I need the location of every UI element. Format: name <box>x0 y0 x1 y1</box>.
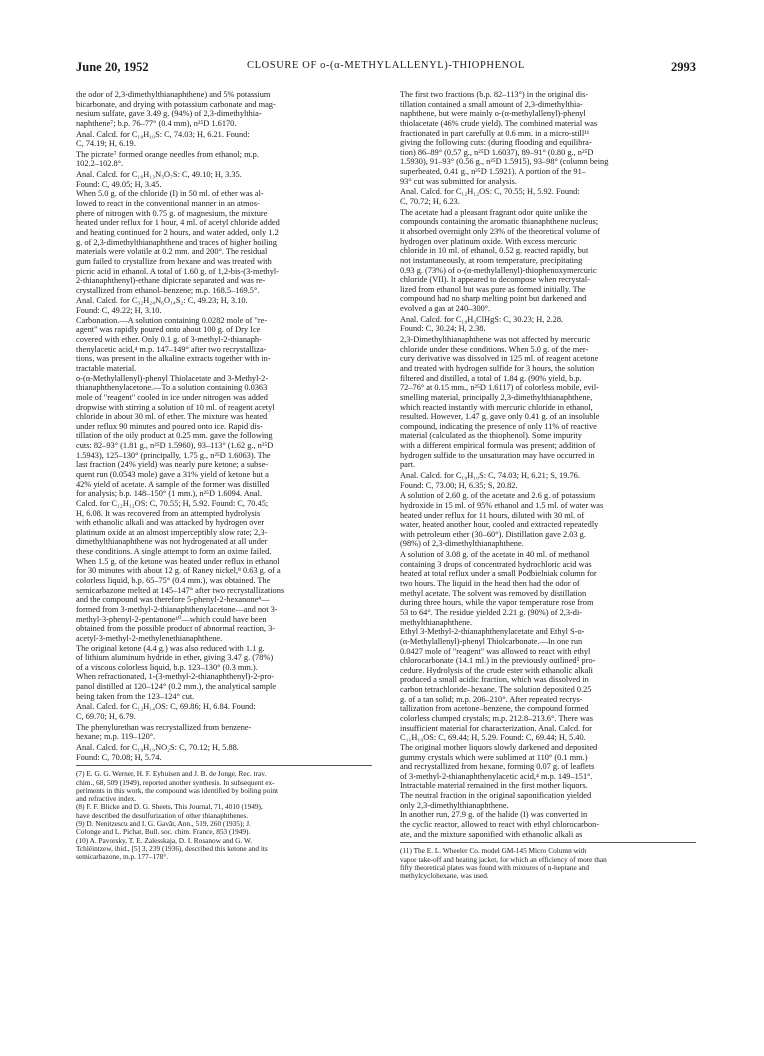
text-line: H, 6.08. It was recovered from an attempted hydrolysis <box>76 508 261 518</box>
text-line: 102.2–102.8°. <box>76 159 124 169</box>
text-line: periments in this work, the compound was identified by boiling point <box>76 786 279 795</box>
text-line: of 3-methyl-2-thianaphthenylacetic acid,⁴ m.p. 149–151°. <box>400 771 593 781</box>
carbonation-paragraph <box>76 316 372 374</box>
text-line: hydrogen sulfide to the unsaturation may have occurred in <box>400 450 595 460</box>
text-line: heated under reflux for 1 hour, 4 ml. of acetyl chloride added <box>76 218 280 228</box>
text-line: evolved a gas at 240–300°. <box>400 304 491 314</box>
text-line: Intractable material remained in the first mother liquors. <box>400 781 588 791</box>
text-line: and treated with hydrogen sulfide for 3 hours, the solution <box>400 363 595 373</box>
text-line: 42% yield of acetate. A sample of the former was distilled <box>76 479 270 489</box>
text-line: C, 70.72; H, 6.23. <box>400 197 460 207</box>
text-line: naphthene⁷; b.p. 76–77° (0.4 mm), n²⁵D 1.6170. <box>76 118 237 128</box>
text-line: The acetate had a pleasant fragrant odor quite unlike the <box>400 207 588 217</box>
text-line: chloride under these conditions. When 5.0 g. of the mer- <box>400 344 589 354</box>
text-line: covered with ether. Only 0.1 g. of 3-methyl-2-thianaph- <box>76 335 262 345</box>
text-line: colorless liquid, b.p. 65–75° (0.4 mm.), was obtained. The <box>76 576 271 586</box>
text-line: The original mother liquors slowly darkened and deposited <box>400 742 598 752</box>
text-line: (11) The E. L. Wheeler Co. model GM-145 Micro Column with <box>400 847 587 856</box>
text-line: Anal. Calcd. for C₁₀H₁₀S: C, 74.03; H, 6.21. Found: <box>76 129 250 139</box>
text-line: semicarbazone melted at 145–147° after two recrystallizations <box>76 585 285 595</box>
text-line: 2,3-Dimethylthianaphthene was not affected by mercuric <box>400 335 591 345</box>
text-line: Anal. Calcd. for C₁₀H₁₀S: C, 74.03; H, 6.21; S, 19.76. <box>400 470 580 480</box>
analysis-paragraph <box>400 471 696 490</box>
paragraph <box>76 150 372 169</box>
text-line: agent" was rapidly poured onto about 100 g. of Dry Ice <box>76 325 261 335</box>
text-line: cuts: 82–93° (1.81 g., n²⁵D 1.5960), 93–113° (1.62 g., n²⁵D <box>76 441 274 451</box>
text-line: material (calculated as the thiophenol). Some impurity <box>400 431 582 441</box>
text-line: Tchléintzew, ibid., [5] 3, 239 (1936), described this ketone and its <box>76 844 268 853</box>
text-line: chlorocarbonate (14.1 ml.) in the previously outlined⁵ pro- <box>400 656 596 666</box>
text-line: mole of "reagent" cooled in ice under nitrogen was added <box>76 392 268 402</box>
text-line: Anal. Calcd. for C₁₀H₉ClHgS: C, 30.23; H, 2.28. <box>400 314 564 324</box>
text-line: only 2,3-dimethylthianaphthene. <box>400 800 509 810</box>
thiolacetate-paragraph <box>76 374 372 644</box>
text-line: and recrystallized from hexane, forming 0.07 g. of leaflets <box>400 762 595 772</box>
text-line: containing 3 drops of concentrated hydrochloric acid was <box>400 559 592 569</box>
text-line: the cyclic reactor, allowed to react with ethyl chlorocarbon- <box>400 820 600 830</box>
text-line: not instantaneously, at room temperature, precipitating <box>400 255 583 265</box>
text-line: tillation of the oily product at 0.25 mm. gave the following <box>76 431 273 441</box>
text-line: Ethyl 3-Methyl-2-thianaphthenylacetate and Ethyl S-o- <box>400 627 585 637</box>
text-line: compound, indicating the presence of only 11% of reactive <box>400 421 597 431</box>
text-line: two hours. The liquid in the head then had the odor of <box>400 579 580 589</box>
text-line: with a different empirical formula was present; addition of <box>400 441 596 451</box>
text-line: lowed to react in the conventional manner in an atmos- <box>76 199 260 209</box>
thiolcarbonate-paragraph <box>400 627 696 810</box>
paragraph <box>76 644 372 702</box>
analysis-paragraph <box>76 296 372 315</box>
text-line: When refractionated, 1-(3-methyl-2-thianaphthenyl)-2-pro- <box>76 672 275 682</box>
paragraph <box>400 810 696 839</box>
text-line: cedure. Hydrolysis of the crude ester with ethanolic alkali <box>400 665 593 675</box>
text-line: tion) 86–89° (0.57 g., n²⁵D 1.6037), 89–91° (0.80 g., n²⁵D <box>400 147 594 157</box>
text-line: Anal. Calcd. for C₃₂H₂₄N₆O₁₄S₂: C, 49.23; H, 3.10. <box>76 296 248 306</box>
text-line: Colonge and L. Pichat, Bull. soc. chim. France, 853 (1949). <box>76 828 251 837</box>
text-line: insufficient material for characterization. Anal. Calcd. for <box>400 723 592 733</box>
text-line: C₁₁H₁₀OS: C, 69.44; H, 5.29. Found: C, 69.44; H, 5.40. <box>400 733 586 743</box>
text-line: 93° cut was submitted for analysis. <box>400 176 517 186</box>
text-line: filtered and distilled, a total of 1.84 g. (90% yield, b.p. <box>400 373 582 383</box>
footnotes <box>76 770 372 861</box>
text-line: The phenylurethan was recrystallized from benzene- <box>76 722 252 732</box>
text-line: for 30 minutes with about 12 g. of Raney nickel,⁸ 0.63 g. of a <box>76 566 281 576</box>
paragraph <box>76 723 372 742</box>
text-line: Calcd. for C₁₂H₁₂OS: C, 70.55; H, 5.92. Found: C, 70.45; <box>76 498 269 508</box>
analysis-paragraph <box>76 170 372 189</box>
text-line: g. of a tan solid; m.p. 206–210°. After repeated recrys- <box>400 694 583 704</box>
text-line: A solution of 3.08 g. of the acetate in 40 ml. of methanol <box>400 550 590 560</box>
text-line: compounds containing the aromatic thianaphthene nucleus; <box>400 217 599 227</box>
text-line: 0.0427 mole of "reagent" was allowed to react with ethyl <box>400 646 591 656</box>
text-line: 2-thianaphthenyl)-ethane dipicrate separated and was re- <box>76 276 266 286</box>
text-line: Found: C, 73.00; H, 6.35; S, 20.82. <box>400 480 518 490</box>
analysis-paragraph <box>76 743 372 762</box>
analysis-paragraph <box>76 130 372 149</box>
text-line: The neutral fraction in the original saponification yielded <box>400 791 592 801</box>
text-line: cury derivative was dissolved in 125 ml. of reagent acetone <box>400 354 599 364</box>
right-column <box>400 90 696 881</box>
text-line: smelling material, principally 2,3-dimethylthianaphthene, <box>400 392 593 402</box>
text-line: When 5.0 g. of the chloride (I) in 50 ml. of ether was al- <box>76 189 264 199</box>
text-line: Found: C, 70.08; H, 5.74. <box>76 752 162 762</box>
text-line: The first two fractions (b.p. 82–113°) in the original dis- <box>400 90 589 99</box>
footnote-rule <box>400 842 696 843</box>
text-line: dropwise with stirring a solution of 10 ml. of reagent acetyl <box>76 402 275 412</box>
text-line: and heating continued for 2 hours, and water added, only 1.2 <box>76 227 279 237</box>
left-column <box>76 90 372 861</box>
text-line: quent run (0.0543 mole) gave a 31% yield of ketone but a <box>76 469 269 479</box>
header-date: June 20, 1952 <box>76 60 149 74</box>
text-line: chloride in about 30 ml. of ether. The mixture was heated <box>76 412 268 422</box>
text-line: thenylacetic acid,⁴ m.p. 147–149° after two recrystalliza- <box>76 344 267 354</box>
text-line: it absorbed overnight only 23% of the theoretical volume of <box>400 226 600 236</box>
text-line: crystallized from ethanol–benzene; m.p. 168.5–169.5°. <box>76 285 260 295</box>
text-line: Found: C, 49.05; H, 3.45. <box>76 179 162 189</box>
text-line: methylthianaphthene. <box>400 617 473 627</box>
text-line: hydroxide in 15 ml. of 95% ethanol and 1.5 ml. of water was <box>400 500 604 510</box>
text-line: the odor of 2,3-dimethylthianaphthene) and 5% potassium <box>76 90 271 99</box>
text-line: acetyl-3-methyl-2-methylenethianaphthene. <box>76 633 223 643</box>
text-line: (7) E. G. G. Werner, H. F. Eyhuisen and J. B. de Jonge, Rec. trav. <box>76 770 267 779</box>
text-line: dimethylthianaphthene was not hydrogenated at all under <box>76 537 268 547</box>
text-line: thiolacetate (46% crude yield). The combined material was <box>400 118 598 128</box>
text-line: nesium sulfate, gave 3.49 g. (94%) of 2,3-dimethylthia- <box>76 109 262 119</box>
text-line: fifty theoretical plates was found with mixtures of n-heptane and <box>400 863 590 872</box>
text-line: tillation contained a small amount of 2,3-dimethylthia- <box>400 99 583 109</box>
text-line: Anal. Calcd. for C₁₆H₁₃N₃O₇S: C, 49.10; H, 3.35. <box>76 170 242 180</box>
text-line: lized from ethanol but was pure as formed initially. The <box>400 284 586 294</box>
text-line: tractable material. <box>76 363 137 373</box>
text-line: C, 74.19; H, 6.19. <box>76 139 136 149</box>
text-line: during three hours, while the vapor temperature rose from <box>400 598 594 608</box>
page-header <box>76 60 696 76</box>
text-line: 1.5943), 125–130° (principally, 1.75 g., n²⁵D 1.6063). The <box>76 450 271 460</box>
running-title: CLOSURE OF o-(α-METHYLALLENYL)-THIOPHENOL <box>247 60 525 71</box>
text-line: (8) F. F. Blicke and D. G. Sheets, This Journal, 71, 4010 (1949), <box>76 803 263 812</box>
text-line: hexane; m.p. 119–120°. <box>76 732 156 742</box>
text-line: Found: C, 49.22; H, 3.10. <box>76 306 162 316</box>
text-line: tallization from acetone–benzene, the compound formed <box>400 704 589 714</box>
paragraph <box>76 90 372 129</box>
text-line: under reflux 90 minutes and poured onto ice. Rapid dis- <box>76 421 263 431</box>
text-line: picric acid in ethanol. A total of 1.60 g. of 1,2-bis-(3-methyl- <box>76 266 279 276</box>
text-line: for analysis; b.p. 148–150° (1 mm.), n²⁵D 1.6094. Anal. <box>76 489 263 499</box>
footnotes <box>400 847 696 880</box>
text-line: A solution of 2.60 g. of the acetate and 2.6 g. of potassium <box>400 491 596 501</box>
text-line: giving the following cuts: (during flooding and equilibra- <box>400 138 592 148</box>
text-line: methyl-3-phenyl-2-pentanone¹⁰—which could have been <box>76 614 267 624</box>
text-line: obtained from the possible product of abnormal reaction, 3- <box>76 624 276 634</box>
text-line: (9) D. Nenitzescu and I. G. Gavăt, Ann., 519, 260 (1935); J. <box>76 819 251 828</box>
paragraph <box>400 491 696 549</box>
text-line: hydrogen over platinum oxide. With excess mercuric <box>400 236 577 246</box>
text-line: panol distilled at 120–124° (0.2 mm.), the analytical sample <box>76 682 277 692</box>
text-line: tions, was present in the alkaline extracts together with in- <box>76 354 271 364</box>
text-line: heated under reflux for 11 hours, diluted with 30 ml. of <box>400 510 585 520</box>
text-line: formed from 3-methyl-2-thianaphthenylacetone—and not 3- <box>76 604 278 614</box>
text-line: When 1.5 g. of the ketone was heated under reflux in ethanol <box>76 556 280 566</box>
text-line: ate, and the mixture saponified with ethanolic alkali as <box>400 829 583 839</box>
text-line: vapor take-off and heating jacket, for which an efficiency of more than <box>400 855 607 864</box>
text-line: colorless clumped crystals; m.p. 212.8–213.6°. There was <box>400 714 593 723</box>
text-line: In another run, 27.9 g. of the halide (I) was converted in <box>400 810 588 820</box>
text-line: Anal. Calcd. for C₁₉H₁₉NO₂S: C, 70.12; H, 5.88. <box>76 742 239 752</box>
page-number: 2993 <box>671 60 696 74</box>
text-line: and the compound was therefore 5-phenyl-2-hexanone⁹— <box>76 595 270 605</box>
text-line: and refractive index. <box>76 795 137 804</box>
text-line: which reacted instantly with mercuric chloride in ethanol, <box>400 402 593 412</box>
paragraph <box>400 90 696 186</box>
text-line: Carbonation.—A solution containing 0.0282 mole of "re- <box>76 315 268 325</box>
text-line: carbon tetrachloride–hexane. The solution deposited 0.25 <box>400 685 592 695</box>
text-line: Found: C, 30.24; H, 2.38. <box>400 324 486 334</box>
text-line: 1.5930), 91–93° (0.56 g., n²⁵D 1.5915), 93–98° (column being <box>400 157 609 167</box>
text-line: o-(α-Methylallenyl)-phenyl Thiolacetate and 3-Methyl-2- <box>76 373 269 383</box>
text-line: (10) A. Pavorsky, T. E. Zalesskaja, D. I. Rosanow and G. W. <box>76 836 252 845</box>
text-line: being taken from the 123–124° cut. <box>76 691 195 701</box>
text-line: bicarbonate, and drying with potassium carbonate and mag- <box>76 99 276 109</box>
text-line: compound had no sharp melting point but darkened and <box>400 294 587 304</box>
text-line: these conditions. A single attempt to form an oxime failed. <box>76 547 272 557</box>
text-line: 53 to 64°. The residue yielded 2.21 g. (90%) of 2,3-di- <box>400 607 583 617</box>
text-line: chloride in 10 ml. of ethanol, 0.52 g. reacted rapidly, but <box>400 246 589 256</box>
text-line: resulted. However, 1.47 g. gave only 0.41 g. of an insoluble <box>400 412 600 422</box>
text-line: (α-Methylallenyl)-phenyl Thiolcarbonate.—In one run <box>400 636 583 646</box>
text-line: gummy crystals which were sublimed at 110° (0.1 mm.) <box>400 752 588 762</box>
text-line: methyl acetate. The solvent was removed by distillation <box>400 588 587 598</box>
paragraph <box>400 335 696 470</box>
text-line: g. of 2,3-dimethylthianaphthene and traces of higher boiling <box>76 237 277 247</box>
analysis-paragraph <box>400 315 696 334</box>
text-line: 0.93 g. (73%) of o-(α-methylallenyl)-thiophenoxymercuric <box>400 265 597 275</box>
text-line: produced a small acidic fraction, which was dissolved in <box>400 675 589 685</box>
paragraph <box>76 189 372 295</box>
text-line: part. <box>400 460 416 470</box>
text-line: have described the desulfurization of other thianaphthenes. <box>76 811 249 820</box>
text-line: thianaphthenylacetone.—To a solution containing 0.0363 <box>76 383 268 393</box>
text-line: (98%) of 2,3-dimethylthianaphthene. <box>400 539 524 549</box>
text-line: The picrate⁷ formed orange needles from ethanol; m.p. <box>76 149 259 159</box>
text-line: materials were volatile at 0.2 mm. and 200°. The residual <box>76 247 268 257</box>
text-line: water, heated another hour, cooled and extracted repeatedly <box>400 520 599 530</box>
text-line: last fraction (24% yield) was nearly pure ketone; a subse- <box>76 460 269 470</box>
text-line: The original ketone (4.4 g.) was also reduced with 1.1 g. <box>76 643 265 653</box>
text-line: heated at total reflux under a small Podbielniak column for <box>400 569 597 579</box>
text-line: chloride (VII). It appeared to decompose when recrystal- <box>400 275 590 285</box>
text-line: semicarbazone, m.p. 177–178°. <box>76 853 169 862</box>
analysis-paragraph <box>76 702 372 721</box>
text-line: with ethanolic alkali and was attacked by hydrogen over <box>76 518 265 528</box>
text-line: Anal. Calcd. for C₁₂H₁₄OS: C, 69.86; H, 6.84. Found: <box>76 702 256 712</box>
text-line: of a viscous colorless liquid, b.p. 123–130° (0.3 mm.). <box>76 662 258 672</box>
text-line: superheated, 0.41 g., n²⁵D 1.5921). A portion of the 91– <box>400 167 586 177</box>
text-line: fractionated in part carefully at 0.6 mm. in a micro-still¹¹ <box>400 128 590 138</box>
analysis-paragraph <box>400 187 696 206</box>
text-line: naphthene, but were mainly o-(α-methylallenyl)-phenyl <box>400 109 586 119</box>
text-line: with petroleum ether (30–60°). Distillation gave 2.03 g. <box>400 529 586 539</box>
text-line: chim., 68, 509 (1949), reported another synthesis. In subsequent ex- <box>76 778 275 787</box>
text-line: platinum oxide at an almost imperceptibly slow rate; 2,3- <box>76 527 268 537</box>
text-line: gum failed to crystallize from hexane and was treated with <box>76 256 272 266</box>
text-line: methylcyclohexane, was used. <box>400 872 489 881</box>
text-line: phere of nitrogen with 0.75 g. of magnesium, the mixture <box>76 208 268 218</box>
text-line: Anal. Calcd. for C₁₂H₁₂OS: C, 70.55; H, 5.92. Found: <box>400 187 580 197</box>
text-line: C, 69.70; H, 6.79. <box>76 712 136 721</box>
text-line: 72–76° at 0.15 mm., n²⁵D 1.6117) of colorless mobile, evil- <box>400 383 599 393</box>
paragraph <box>400 550 696 627</box>
text-line: of lithium aluminum hydride in ether, giving 3.47 g. (78%) <box>76 653 274 663</box>
footnote-rule <box>76 765 372 766</box>
paragraph <box>400 208 696 314</box>
